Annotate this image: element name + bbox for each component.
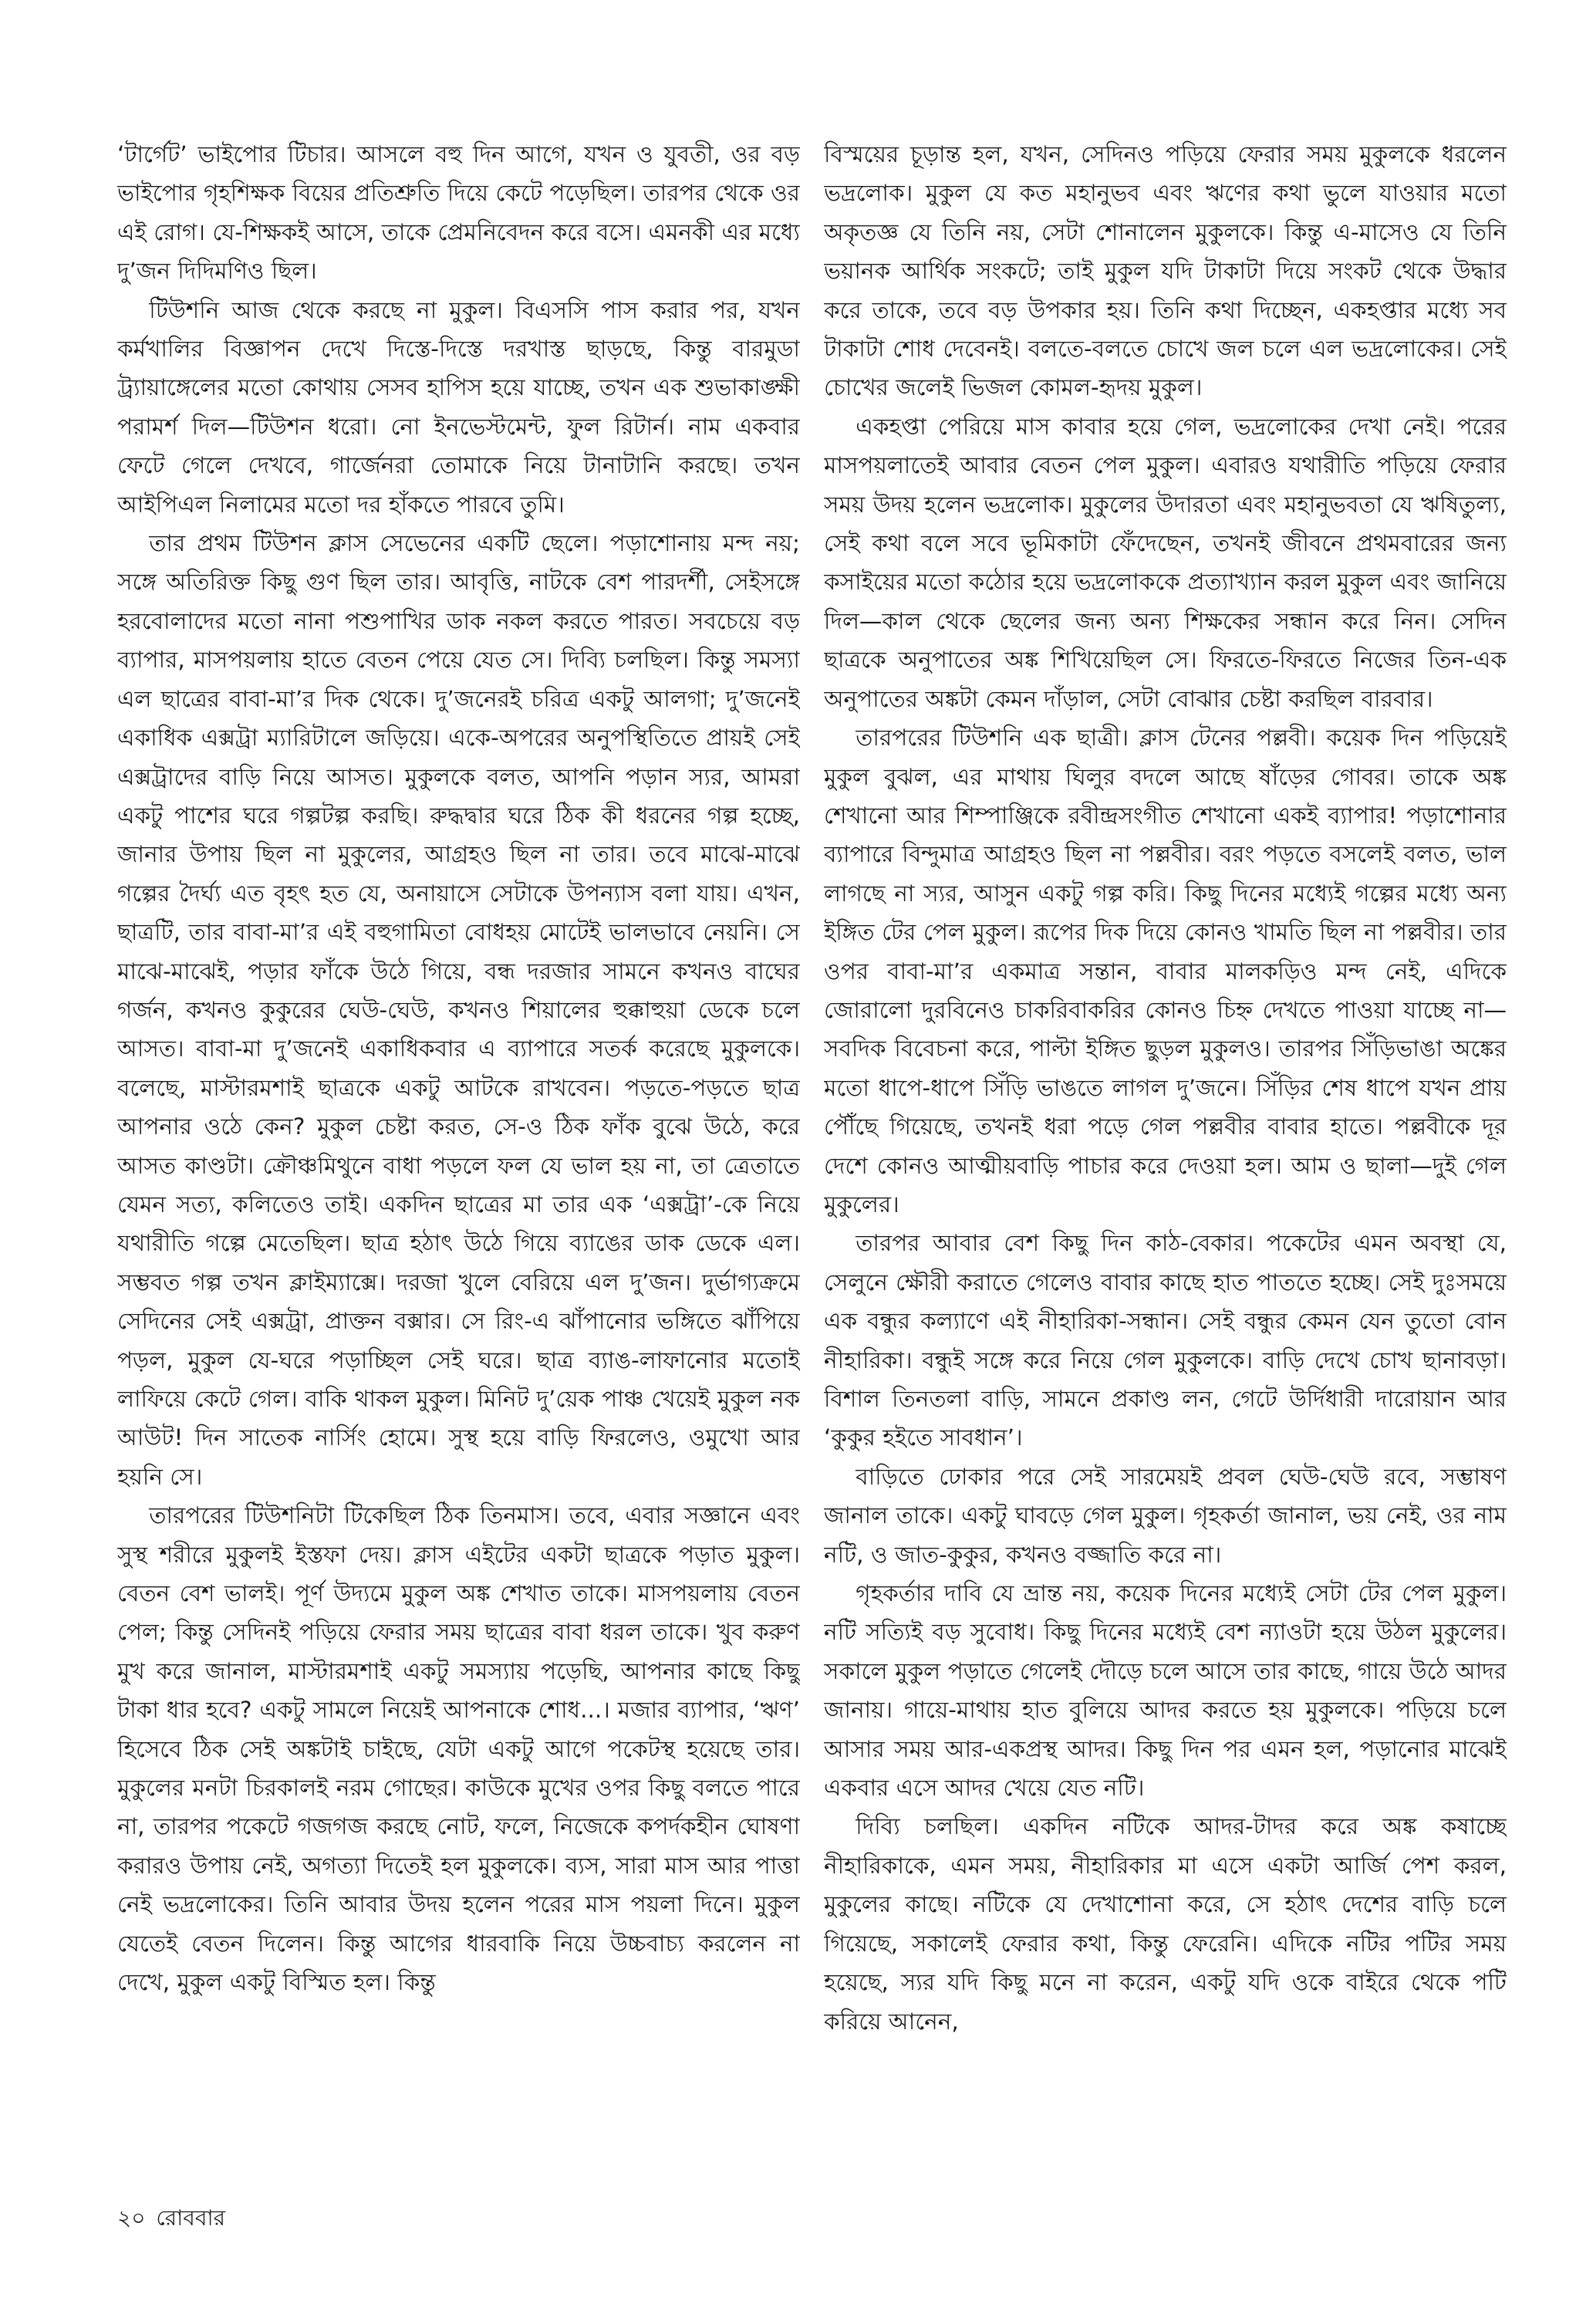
- left-column: [117, 135, 800, 2172]
- paragraph: বিস্ময়ের চূড়ান্ত হল, যখন, সেদিনও পড়িয়ে ফেরার সময় মুকুলকে ধরলেন ভদ্রলোক। মুকুল যে কত মহানুভব এবং ঋণের কথা ভুলে যাওয়ার মতো অকৃতজ্ঞ যে তিনি নয়, সেটা শোনালেন মুকুলকে। কিন্তু এ-মাসেও যে তিনি ভয়ানক আর্থিক সংকটে; তাই মুকুল যদি টাকাটা দিয়ে সংকট থেকে উদ্ধার করে তাকে, তবে বড় উপকার হয়। তিনি কথা দিচ্ছেন, একহপ্তার মধ্যে সব টাকাটা শোধ দেবেনই। বলতে-বলতে চোখে জল চলে এল ভদ্রলোকের। সেই চোখের জলেই ভিজল কোমল-হৃদয় মুকুল।: [824, 141, 1507, 401]
- paragraph: তারপর আবার বেশ কিছু দিন কাঠ-বেকার। পকেটের এমন অবস্থা যে, সেলুনে ক্ষৌরী করাতে গেলেও বাবার কাছে হাত পাততে হচ্ছে। সেই দুঃসময়ে এক বন্ধুর কল্যাণে এই নীহারিকা-সন্ধান। সেই বন্ধুর কেমন যেন তুতো বোন নীহারিকা। বন্ধুই সঙ্গে করে নিয়ে গেল মুকুলকে। বাড়ি দেখে চোখ ছানাবড়া। বিশাল তিনতলা বাড়ি, সামনে প্রকাণ্ড লন, গেটে উর্দিধারী দারোয়ান আর ‘কুকুর হইতে সাবধান’।: [824, 1230, 1507, 1451]
- right-column: [824, 135, 1507, 2172]
- paragraph: গৃহকর্তার দাবি যে ভ্রান্ত নয়, কয়েক দিনের মধ্যেই সেটা টের পেল মুকুল। নটি সত্যিই বড় সুবোধ। কিছু দিনের মধ্যেই বেশ ন্যাওটা হয়ে উঠল মুকুলের। সকালে মুকুল পড়াতে গেলেই দৌড়ে চলে আসে তার কাছে, গায়ে উঠে আদর জানায়। গায়ে-মাথায় হাত বুলিয়ে আদর করতে হয় মুকুলকে। পড়িয়ে চলে আসার সময় আর-একপ্রস্থ আদর। কিছু দিন পর এমন হল, পড়ানোর মাঝেই একবার এসে আদর খেয়ে যেত নটি।: [824, 1580, 1507, 1802]
- paragraph: দিব্যি চলছিল। একদিন নটিকে আদর-টাদর করে অঙ্ক কষাচ্ছে নীহারিকাকে, এমন সময়, নীহারিকার মা এসে একটা আর্জি পেশ করল, মুকুলের কাছে। নটিকে যে দেখাশোনা করে, সে হঠাৎ দেশের বাড়ি চলে গিয়েছে, সকালেই ফেরার কথা, কিন্তু ফেরেনি। এদিকে নটির পটির সময় হয়েছে, স্যর যদি কিছু মনে না করেন, একটু যদি ওকে বাইরে থেকে পটি করিয়ে আনেন,: [824, 1813, 1507, 2035]
- page-footer: [117, 2203, 236, 2234]
- paragraph: ‘টার্গেট’ ভাইপোর টিচার। আসলে বহু দিন আগে, যখন ও যুবতী, ওর বড় ভাইপোর গৃহশিক্ষক বিয়ের প্রতিশ্রুতি দিয়ে কেটে পড়েছিল। তারপর থেকে ওর এই রোগ। যে-শিক্ষকই আসে, তাকে প্রেমনিবেদন করে বসে। এমনকী এর মধ্যে দু’জন দিদিমণিও ছিল।: [117, 141, 800, 285]
- paragraph: একহপ্তা পেরিয়ে মাস কাবার হয়ে গেল, ভদ্রলোকের দেখা নেই। পরের মাসপয়লাতেই আবার বেতন পেল মুকুল। এবারও যথারীতি পড়িয়ে ফেরার সময় উদয় হলেন ভদ্রলোক। মুকুলের উদারতা এবং মহানুভবতা যে ঋষিতুল্য, সেই কথা বলে সবে ভূমিকাটা ফেঁদেছেন, তখনই জীবনে প্রথমবারের জন্য কসাইয়ের মতো কঠোর হয়ে ভদ্রলোককে প্রত্যাখ্যান করল মুকুল এবং জানিয়ে দিল—কাল থেকে ছেলের জন্য অন্য শিক্ষকের সন্ধান করে নিন। সেদিন ছাত্রকে অনুপাতের অঙ্ক শিখিয়েছিল সে। ফিরতে-ফিরতে নিজের তিন-এক অনুপাতের অঙ্কটা কেমন দাঁড়াল, সেটা বোঝার চেষ্টা করছিল বারবার।: [824, 413, 1507, 712]
- page-number: ২০: [117, 2205, 146, 2231]
- paragraph: তার প্রথম টিউশন ক্লাস সেভেনের একটি ছেলে। পড়াশোনায় মন্দ নয়; সঙ্গে অতিরিক্ত কিছু গুণ ছিল তার। আবৃত্তি, নাটকে বেশ পারদর্শী, সেইসঙ্গে হরবোলাদের মতো নানা পশুপাখির ডাক নকল করতে পারত। সবচেয়ে বড় ব্যাপার, মাসপয়লায় হাতে বেতন পেয়ে যেত সে। দিব্যি চলছিল। কিন্তু সমস্যা এল ছাত্রের বাবা-মা’র দিক থেকে। দু’জনেরই চরিত্র একটু আলগা; দু’জনেই একাধিক এক্সট্রা ম্যারিটালে জড়িয়ে। একে-অপরের অনুপস্থিতিতে প্রায়ই সেই এক্সট্রাদের বাড়ি নিয়ে আসত। মুকুলকে বলত, আপনি পড়ান স্যর, আমরা একটু পাশের ঘরে গল্পটল্প করছি। রুদ্ধদ্বার ঘরে ঠিক কী ধরনের গল্প হচ্ছে, জানার উপায় ছিল না মুকুলের, আগ্রহও ছিল না তার। তবে মাঝে-মাঝে গল্পের দৈর্ঘ্য এত বৃহৎ হত যে, অনায়াসে সেটাকে উপন্যাস বলা যায়। এখন, ছাত্রটি, তার বাবা-মা’র এই বহুগামিতা বোধহয় মোটেই ভালভাবে নেয়নি। সে মাঝে-মাঝেই, পড়ার ফাঁকে উঠে গিয়ে, বন্ধ দরজার সামনে কখনও বাঘের গর্জন, কখনও কুকুরের ঘেউ-ঘেউ, কখনও শিয়ালের হুক্কাহুয়া ডেকে চলে আসত। বাবা-মা দু’জনেই একাধিকবার এ ব্যাপারে সতর্ক করেছে মুকুলকে। বলেছে, মাস্টারমশাই ছাত্রকে একটু আটকে রাখবেন। পড়তে-পড়তে ছাত্র আপনার ওঠে কেন? মুকুল চেষ্টা করত, সে-ও ঠিক ফাঁক বুঝে উঠে, করে আসত কাণ্ডটা। ক্রৌঞ্চমিথুনে বাধা পড়লে ফল যে ভাল হয় না, তা ত্রেতাতে যেমন সত্য, কলিতেও তাই। একদিন ছাত্রের মা তার এক ‘এক্সট্রা’-কে নিয়ে যথারীতি গল্পে মেতেছিল। ছাত্র হঠাৎ উঠে গিয়ে ব্যাঙের ডাক ডেকে এল। সম্ভবত গল্প তখন ক্লাইম্যাক্সে। দরজা খুলে বেরিয়ে এল দু’জন। দুর্ভাগ্যক্রমে সেদিনের সেই এক্সট্রা, প্রাক্তন বক্সার। সে রিং-এ ঝাঁপানোর ভঙ্গিতে ঝাঁপিয়ে পড়ল, মুকুল যে-ঘরে পড়াচ্ছিল সেই ঘরে। ছাত্র ব্যাঙ-লাফানোর মতোই লাফিয়ে কেটে গেল। বাকি থাকল মুকুল। মিনিট দু’য়েক পাঞ্চ খেয়েই মুকুল নক আউট! দিন সাতেক নার্সিং হোমে। সুস্থ হয়ে বাড়ি ফিরলেও, ওমুখো আর হয়নি সে।: [117, 530, 800, 1490]
- paragraph: টিউশনি আজ থেকে করছে না মুকুল। বিএসসি পাস করার পর, যখন কর্মখালির বিজ্ঞাপন দেখে দিস্তে-দিস্তে দরখাস্ত ছাড়ছে, কিন্তু বারমুডা ট্র্যায়াঙ্গেলের মতো কোথায় সেসব হাপিস হয়ে যাচ্ছে, তখন এক শুভাকাঙ্ক্ষী পরামর্শ দিল—টিউশন ধরো। নো ইনভেস্টমেন্ট, ফুল রিটার্ন। নাম একবার ফেটে গেলে দেখবে, গার্জেনরা তোমাকে নিয়ে টানাটানি করছে। তখন আইপিএল নিলামের মতো দর হাঁকতে পারবে তুমি।: [117, 296, 800, 518]
- paragraph: বাড়িতে ঢোকার পরে সেই সারমেয়ই প্রবল ঘেউ-ঘেউ রবে, সম্ভাষণ জানাল তাকে। একটু ঘাবড়ে গেল মুকুল। গৃহকর্তা জানাল, ভয় নেই, ওর নাম নটি, ও জাত-কুকুর, কখনও বজ্জাতি করে না।: [824, 1463, 1507, 1568]
- paragraph: তারপরের টিউশনি এক ছাত্রী। ক্লাস টেনের পল্লবী। কয়েক দিন পড়িয়েই মুকুল বুঝল, এর মাথায় ঘিলুর বদলে আছে ষাঁড়ের গোবর। তাকে অঙ্ক শেখানো আর শিম্পাঞ্জিকে রবীন্দ্রসংগীত শেখানো একই ব্যাপার! পড়াশোনার ব্যাপারে বিন্দুমাত্র আগ্রহও ছিল না পল্লবীর। বরং পড়তে বসলেই বলত, ভাল লাগছে না স্যর, আসুন একটু গল্প করি। কিছু দিনের মধ্যেই গল্পের মধ্যে অন্য ইঙ্গিত টের পেল মুকুল। রূপের দিক দিয়ে কোনও খামতি ছিল না পল্লবীর। তার ওপর বাবা-মা’র একমাত্র সন্তান, বাবার মালকড়িও মন্দ নেই, এদিকে জোরালো দুরবিনেও চাকরিবাকরির কোনও চিহ্ন দেখতে পাওয়া যাচ্ছে না—সবদিক বিবেচনা করে, পাল্টা ইঙ্গিত ছুড়ল মুকুলও। তারপর সিঁড়িভাঙা অঙ্কের মতো ধাপে-ধাপে সিঁড়ি ভাঙতে লাগল দু’জনে। সিঁড়ির শেষ ধাপে যখন প্রায় পৌঁছে গিয়েছে, তখনই ধরা পড়ে গেল পল্লবীর বাবার হাতে। পল্লবীকে দূর দেশে কোনও আত্মীয়বাড়ি পাচার করে দেওয়া হল। আম ও ছালা—দুই গেল মুকুলের।: [824, 725, 1507, 1218]
- paragraph: তারপরের টিউশনিটা টিকেছিল ঠিক তিনমাস। তবে, এবার সজ্ঞানে এবং সুস্থ শরীরে মুকুলই ইস্তফা দেয়। ক্লাস এইটের একটা ছাত্রকে পড়াত মুকুল। বেতন বেশ ভালই। পূর্ণ উদ্যমে মুকুল অঙ্ক শেখাত তাকে। মাসপয়লায় বেতন পেল; কিন্তু সেদিনই পড়িয়ে ফেরার সময় ছাত্রের বাবা ধরল তাকে। খুব করুণ মুখ করে জানাল, মাস্টারমশাই একটু সমস্যায় পড়েছি, আপনার কাছে কিছু টাকা ধার হবে? একটু সামলে নিয়েই আপনাকে শোধ...। মজার ব্যাপার, ‘ঋণ’ হিসেবে ঠিক সেই অঙ্কটাই চাইছে, যেটা একটু আগে পকেটস্থ হয়েছে তার। মুকুলের মনটা চিরকালই নরম গোছের। কাউকে মুখের ওপর কিছু বলতে পারে না, তারপর পকেটে গজগজ করছে নোট, ফলে, নিজেকে কপর্দকহীন ঘোষণা করারও উপায় নেই, অগত্যা দিতেই হল মুকুলকে। ব্যস, সারা মাস আর পাত্তা নেই ভদ্রলোকের। তিনি আবার উদয় হলেন পরের মাস পয়লা দিনে। মুকুল যেতেই বেতন দিলেন। কিন্তু আগের ধারবাকি নিয়ে উচ্চবাচ্য করলেন না দেখে, মুকুল একটু বিস্মিত হল। কিন্তু: [117, 1502, 800, 1996]
- publication-name: রোববার: [156, 2205, 225, 2231]
